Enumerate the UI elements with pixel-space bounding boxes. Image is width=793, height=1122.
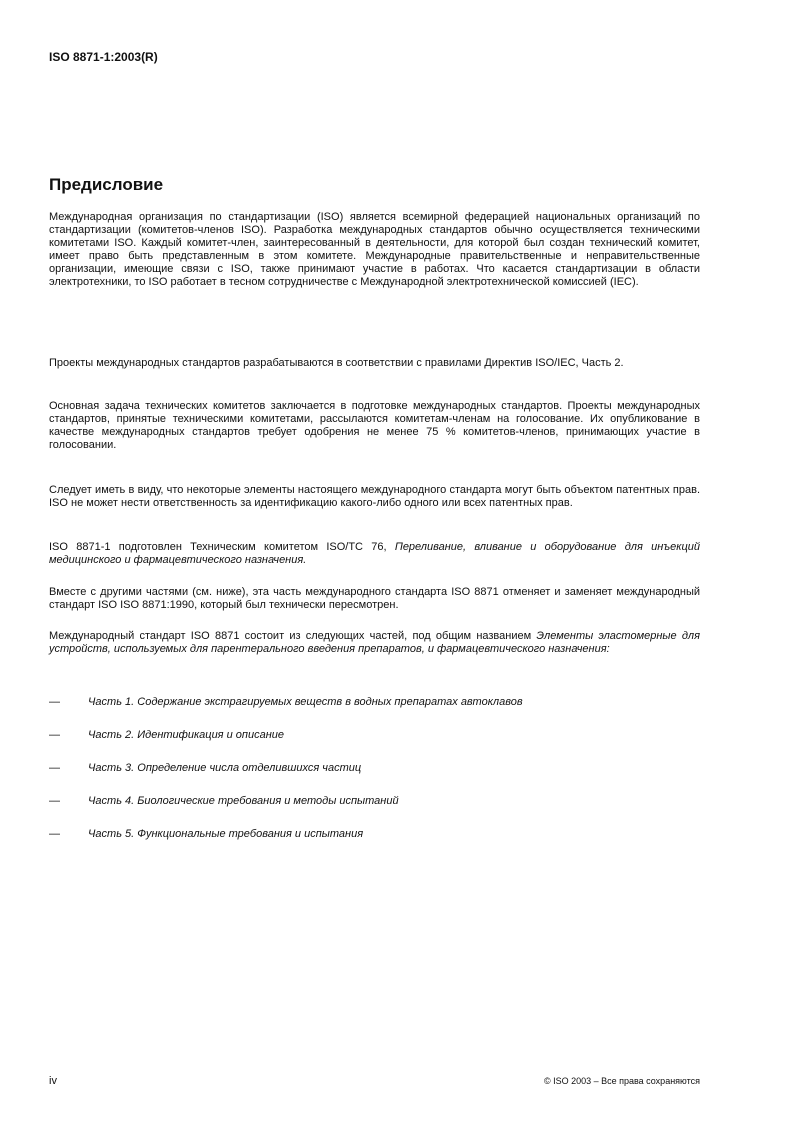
paragraph-patents: Следует иметь в виду, что некоторые элементы настоящего международного стандарта могут быть объектом патентных прав. ISO не может нести ответственность за идентификацию какого-либо одного или всех патентных прав. xyxy=(49,484,700,509)
list-dash: — xyxy=(49,795,60,807)
list-dash: — xyxy=(49,729,60,741)
general-title: Элементы эластомерные для устройств, используемых для парентерального введения препаратов, и фармацевтического назначения: xyxy=(49,630,701,655)
page-number: iv xyxy=(49,1075,57,1087)
paragraph-prepared-by xyxy=(49,541,700,567)
section-title: Предисловие xyxy=(49,175,164,194)
paragraph-replaces: Вместе с другими частями (см. ниже), эта часть международного стандарта ISO 8871 отменяет и заменяет международный стандарт ISO ISO 8871:1990, который был технически пересмотрен. xyxy=(49,586,700,611)
paragraph-committees-task: Основная задача технических комитетов заключается в подготовке международных стандартов. Проекты международных стандартов, принятые техническими комитетами, рассылаются комитетам-членам на голосование. Их опубликование в качестве международных стандартов требует одобрения не менее 75 % комитетов-членов, принимающих участие в голосовании. xyxy=(49,400,700,451)
copyright-notice: © ISO 2003 – Все права сохраняются xyxy=(543,1076,700,1086)
committee-title: Переливание, вливание и оборудование для инъекций медицинского и фармацевтического назначения. xyxy=(49,541,700,566)
parts-intro-text: Международный стандарт ISO 8871 состоит из следующих частей, под общим названием xyxy=(49,630,537,642)
list-dash: — xyxy=(49,828,60,840)
list-item-text: Часть 1. Содержание экстрагируемых веществ в водных препаратах автоклавов xyxy=(88,696,523,708)
list-item xyxy=(49,828,363,841)
list-item-text: Часть 3. Определение числа отделившихся частиц xyxy=(88,762,362,774)
document-id-header: ISO 8871-1:2003(R) xyxy=(49,50,158,64)
list-dash: — xyxy=(49,696,60,708)
paragraph-directives: Проекты международных стандартов разрабатываются в соответствии с правилами Директив ISO/IEC, Часть 2. xyxy=(49,357,624,369)
list-item-text: Часть 2. Идентификация и описание xyxy=(88,729,284,741)
prepared-by-text: ISO 8871-1 подготовлен Техническим комитетом ISO/TC 76, xyxy=(49,541,395,553)
list-item-text: Часть 4. Биологические требования и методы испытаний xyxy=(88,795,399,807)
list-item xyxy=(49,762,361,775)
list-item xyxy=(49,729,284,742)
list-dash: — xyxy=(49,762,60,774)
paragraph-parts-intro xyxy=(49,630,700,656)
list-item xyxy=(49,696,523,709)
list-item-text: Часть 5. Функциональные требования и испытания xyxy=(88,828,364,840)
paragraph-iso-intro: Международная организация по стандартизации (ISO) является всемирной федерацией национальных организаций по стандартизации (комитетов-членов ISO). Разработка международных стандартов обычно осуществляется техническими комитетами ISO. Каждый комитет-член, заинтересованный в деятельности, для которой был создан технический комитет, имеет право быть представленным в этом комитете. Международные правительственные и неправительственные организации, имеющие связи с ISO, также принимают участие в работах. Что касается стандартизации в области электротехники, то ISO работает в тесном сотрудничестве с Международной электротехнической комиссией (IEC). xyxy=(49,211,700,288)
list-item xyxy=(49,795,399,808)
